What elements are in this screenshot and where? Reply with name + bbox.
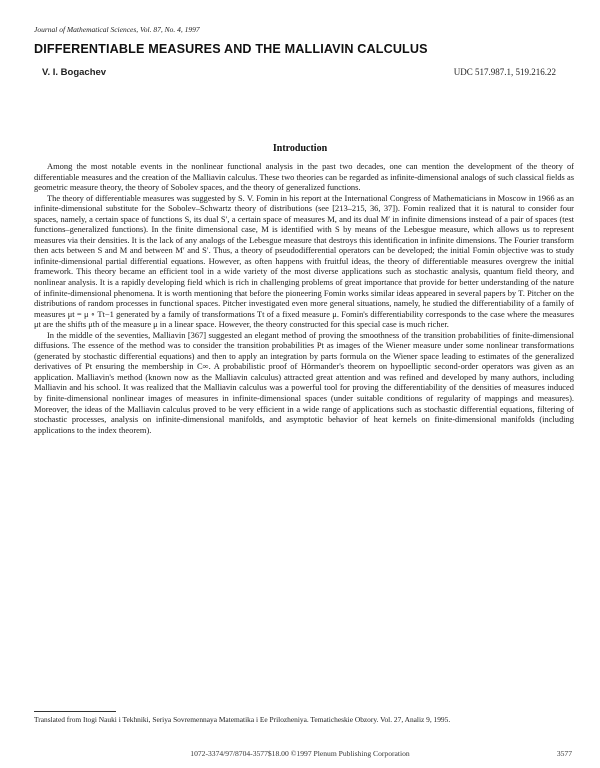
journal-citation: Journal of Mathematical Sciences, Vol. 87, No. 4, 1997 [34, 25, 200, 34]
body-text [34, 161, 574, 435]
paragraph-2: The theory of differentiable measures was suggested by S. V. Fomin in his report at the International Congress of Mathematicians in Moscow in 1966 as an infinite-dimensional substitute for the Sobolev–Schwartz theory of distributions (see [213–215, 36, 37]). Fomin realized that it is natural to consider four spaces, namely, a certain space of functions S, its dual S′, a certain space of measures M, and its dual M′ in infinite dimensions instead of a pair of spaces (test functions–generalized functions). In the finite dimensional case, M is identified with S by means of the Lebesgue measure, which allows us to represent measures via their densities. It is the lack of any analogs of the Lebesgue measure that destroys this identification in infinite dimensions. The Fourier transform then acts between S and M and between M′ and S′. Thus, a theory of pseudodifferential operators can be developed; the initial Fomin objective was to study infinite-dimensional partial differential equations. However, as often happens with fruitful ideas, the theory of differentiable measures overgrew the initial framework. This theory became an efficient tool in a wide variety of the most diverse applications such as stochastic analysis, quantum field theory, and nonlinear analysis. It is a rapidly developing field which is rich in challenging problems of great importance that provide for better understanding of the nature of infinite-dimensional phenomena. It is worth mentioning that before the pioneering Fomin works similar ideas appeared in several papers by T. Pitcher on the distributions of random processes in functional spaces. Pitcher investigated even more general situations, namely, he studied the differentiability of a family of measures μt = μ ∘ Tt−1 generated by a family of transformations Tt of a fixed measure μ. Fomin's differentiability corresponds to the case where the measures μt are the shifts μth of the measure μ in a linear space. However, the theory constructed for this special case is much richer. [34, 192, 574, 330]
udc-classification: UDC 517.987.1, 519.216.22 [453, 67, 556, 77]
author-name: V. I. Bogachev [42, 67, 107, 78]
publisher-code: 1072-3374/97/8704-3577$18.00 ©1997 Plenum Publishing Corporation [190, 749, 410, 758]
paragraph-1: Among the most notable events in the nonlinear functional analysis in the past two decades, one can mention the development of the theory of differentiable measures and the creation of the Malliavin calculus. These two theories can be regarded as infinite-dimensional analogs of such classical fields as geometric measure theory, the theory of Sobolev spaces, and the theory of generalized functions. [34, 161, 574, 193]
page-number: 3577 [556, 749, 572, 758]
section-heading: Introduction [272, 143, 328, 154]
footnote-rule [34, 711, 116, 712]
translation-footnote: Translated from Itogi Nauki i Tekhniki, Seriya Sovremennaya Matematika i Ee Prilozheniya. Tematicheskie Obzory. Vol. 27, Analiz 9, 1995. [34, 715, 451, 724]
paper-title: DIFFERENTIABLE MEASURES AND THE MALLIAVIN CALCULUS [34, 42, 428, 56]
paragraph-3: In the middle of the seventies, Malliavin [367] suggested an elegant method of proving the smoothness of the transition probabilities of finite-dimensional diffusions. The essence of the method was to consider the transition probabilities Pt as images of the Wiener measure under some nonlinear transformations (generated by stochastic differential equations) and then to apply an integration by parts formula on the Wiener space leading to estimates of the generalized derivatives of Pt ensuring the membership in C∞. A probabilistic proof of Hörmander's theorem on hypoelliptic second-order operators was given as an application. Malliavin's method (known now as the Malliavin calculus) attracted great attention and was refined and developed by many authors, including Malliavin and his school. It was realized that the Malliavin calculus was a powerful tool for proving the differentiability of the densities of measures induced by finite-dimensional nonlinear images of measures in infinite-dimensional spaces (under suitable conditions of regularity of mappings and measures). Moreover, the ideas of the Malliavin calculus proved to be very efficient in a wide range of applications such as stochastic differential equations, filtering of stochastic processes, analysis on infinite-dimensional manifolds, and asymptotic behavior of heat kernels on finite-dimensional manifolds (including applications to the index theorem). [34, 329, 574, 435]
